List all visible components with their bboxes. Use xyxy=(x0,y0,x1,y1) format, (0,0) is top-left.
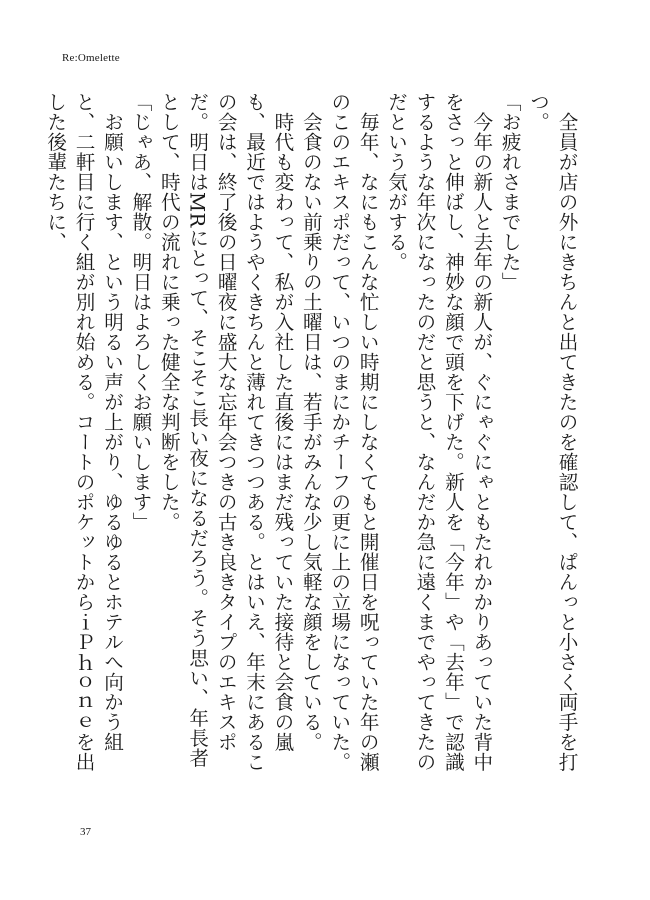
paragraph: 今年の新人と去年の新人が、ぐにゃぐにゃともたれかかりあっていた背中をさっと伸ばし、神妙な顔で頭を下げた。新人を「今年」や「去年」で認識するような年次になったのだと思うと、なんだか急に遠くまでやってきたのだという気がする。 xyxy=(384,92,493,772)
paragraph: 全員が店の外にきちんと出てきたのを確認して、ぱんっと小さく両手を打つ。 xyxy=(526,92,578,772)
paragraph: 「お疲れさまでした」 xyxy=(498,92,522,292)
vertical-text-body xyxy=(43,92,580,782)
paragraph: お願いします、という明るい声が上がり、ゆるゆるとホテルへ向かう組と、二軒目に行く組が別れ始める。コートのポケットからｉＰｈｏｎｅを出した後輩たちに、 xyxy=(43,92,124,772)
paragraph: 時代も変わって、私が入社した直後にはまだ残っていた接待と会食の嵐も、最近ではようやくきちんと薄れてきつつある。とはいえ、年末にあるこの会は、終了後の日曜夜に盛大な忘年会つきの古き良きタイプのエキスポだ。明日はMRにとって、そこそこ長い夜になるだろう。そう思い、年長者として、時代の流れに乗った健全な判断をした。 xyxy=(157,92,294,772)
page-number: 37 xyxy=(80,826,91,838)
paragraph: 会食のない前乗りの土曜日は、若手がみんな少し気軽な顔をしている。 xyxy=(299,111,323,752)
paragraph: 毎年、なにもこんな忙しい時期にしなくてもと開催日を呪っていた年の瀬のこのエキスポだって、いつのまにかチーフの更に上の立場になっていた。 xyxy=(327,92,380,772)
running-header: Re:Omelette xyxy=(62,52,120,64)
paragraph: 「じゃあ、解散。明日はよろしくお願いします」 xyxy=(128,92,152,532)
